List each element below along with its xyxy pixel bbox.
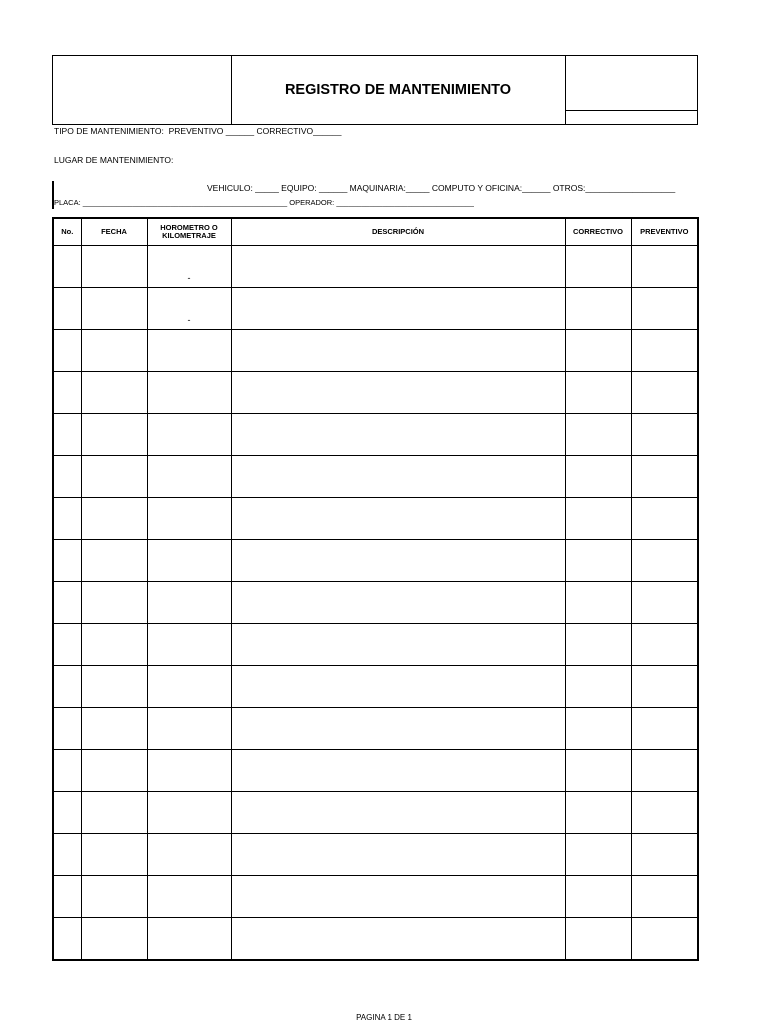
table-cell[interactable] [631, 834, 698, 876]
cell-value [82, 829, 147, 833]
table-cell[interactable] [81, 624, 147, 666]
cell-value [566, 787, 631, 791]
cell-value [82, 787, 147, 791]
cell-value [148, 535, 231, 539]
cell-value [232, 283, 565, 287]
cell-value [232, 913, 565, 917]
cell-value [632, 787, 698, 791]
table-cell[interactable] [565, 288, 631, 330]
cell-value [148, 871, 231, 875]
header-info-cell [566, 56, 697, 111]
cell-value: - [187, 315, 191, 325]
table-cell[interactable] [631, 876, 698, 918]
cell-value [632, 367, 698, 371]
table-cell[interactable] [231, 246, 565, 288]
table-row [53, 246, 698, 288]
cell-value [632, 871, 698, 875]
table-cell[interactable] [565, 414, 631, 456]
table-row [53, 456, 698, 498]
table-cell[interactable] [231, 498, 565, 540]
cell-value [232, 535, 565, 539]
table-cell[interactable] [147, 372, 231, 414]
cell-value [82, 325, 147, 329]
table-cell[interactable] [565, 876, 631, 918]
table-cell[interactable] [631, 666, 698, 708]
cell-value [566, 913, 631, 917]
cell-value [54, 451, 81, 455]
table-cell[interactable] [81, 330, 147, 372]
table-cell[interactable] [53, 540, 81, 582]
table-cell[interactable] [81, 372, 147, 414]
table-cell[interactable] [631, 582, 698, 624]
cell-value [148, 367, 231, 371]
table-cell[interactable] [147, 666, 231, 708]
cell-value [82, 283, 147, 287]
table-cell[interactable] [631, 288, 698, 330]
table-row [53, 498, 698, 540]
table-cell[interactable] [631, 918, 698, 961]
cell-value [232, 409, 565, 413]
cell-value [54, 367, 81, 371]
table-row [53, 540, 698, 582]
table-cell[interactable] [53, 666, 81, 708]
table-cell[interactable] [231, 288, 565, 330]
cell-value [54, 325, 81, 329]
cell-value [566, 451, 631, 455]
cell-value [82, 493, 147, 497]
col-header-no: No. [53, 218, 81, 246]
table-cell[interactable] [53, 330, 81, 372]
table-cell[interactable] [231, 456, 565, 498]
cell-value [54, 787, 81, 791]
table-row [53, 792, 698, 834]
table-cell[interactable] [147, 918, 231, 961]
cell-value [566, 493, 631, 497]
table-cell[interactable] [147, 750, 231, 792]
cell-value [232, 703, 565, 707]
cell-value [632, 955, 698, 959]
cell-value [632, 409, 698, 413]
table-cell[interactable] [147, 792, 231, 834]
table-row [53, 918, 698, 961]
table-cell[interactable] [81, 288, 147, 330]
cell-value [148, 619, 231, 623]
table-cell[interactable] [147, 582, 231, 624]
table-row [53, 750, 698, 792]
table-cell[interactable] [81, 834, 147, 876]
table-header-row [53, 218, 698, 246]
cell-value [148, 493, 231, 497]
cell-value [82, 703, 147, 707]
table-cell[interactable] [565, 330, 631, 372]
table-cell[interactable] [565, 246, 631, 288]
table-cell[interactable] [81, 414, 147, 456]
table-cell[interactable] [565, 792, 631, 834]
table-cell[interactable] [231, 372, 565, 414]
table-cell[interactable] [631, 792, 698, 834]
cell-value [54, 871, 81, 875]
cell-value [54, 661, 81, 665]
cell-value [232, 829, 565, 833]
table-cell[interactable] [147, 624, 231, 666]
table-cell[interactable] [565, 834, 631, 876]
cell-value [82, 451, 147, 455]
cell-value [54, 913, 81, 917]
cell-value [632, 661, 698, 665]
table-cell[interactable] [81, 456, 147, 498]
cell-value [148, 451, 231, 455]
maintenance-table [52, 217, 699, 961]
cell-value [632, 451, 698, 455]
form-header [52, 55, 698, 125]
cell-value [566, 955, 631, 959]
cell-value [148, 409, 231, 413]
cell-value [632, 829, 698, 833]
table-cell[interactable] [81, 792, 147, 834]
cell-value [566, 619, 631, 623]
table-cell[interactable] [565, 918, 631, 961]
cell-value [82, 619, 147, 623]
table-cell[interactable] [231, 414, 565, 456]
cell-value [566, 577, 631, 581]
cell-value [54, 409, 81, 413]
cell-value [148, 829, 231, 833]
table-cell[interactable] [147, 708, 231, 750]
cell-value [54, 577, 81, 581]
table-cell[interactable] [231, 624, 565, 666]
table-cell[interactable] [81, 708, 147, 750]
table-cell[interactable] [231, 876, 565, 918]
page-title: REGISTRO DE MANTENIMIENTO [231, 56, 566, 124]
table-cell[interactable] [565, 456, 631, 498]
table-cell[interactable] [147, 246, 231, 288]
header-info-cell-bottom [566, 111, 697, 124]
table-cell[interactable] [631, 456, 698, 498]
col-header-horometro: HOROMETRO O KILOMETRAJE [147, 218, 231, 246]
table-cell[interactable] [631, 624, 698, 666]
table-cell[interactable] [565, 750, 631, 792]
table-cell[interactable] [53, 498, 81, 540]
cell-value [82, 577, 147, 581]
table-cell[interactable] [53, 750, 81, 792]
table-cell[interactable] [231, 330, 565, 372]
cell-value [566, 325, 631, 329]
col-header-fecha: FECHA [81, 218, 147, 246]
cell-value [148, 577, 231, 581]
table-cell[interactable] [565, 582, 631, 624]
maintenance-place-line: LUGAR DE MANTENIMIENTO: [54, 155, 174, 165]
cell-value [148, 661, 231, 665]
table-cell[interactable] [231, 540, 565, 582]
cell-value [148, 745, 231, 749]
cell-value [54, 955, 81, 959]
table-cell[interactable] [147, 876, 231, 918]
logo-cell [53, 56, 232, 124]
table-row [53, 708, 698, 750]
table-cell[interactable] [631, 540, 698, 582]
table-cell[interactable] [231, 582, 565, 624]
cell-value [232, 451, 565, 455]
equipment-type-line: VEHICULO: _____ EQUIPO: ______ MAQUINARIA:_____ COMPUTO Y OFICINA:______ OTROS:___________________ [207, 183, 676, 193]
cell-value [566, 535, 631, 539]
col-header-correctivo: CORRECTIVO [565, 218, 631, 246]
table-cell[interactable] [631, 330, 698, 372]
table-row [53, 876, 698, 918]
cell-value [632, 325, 698, 329]
table-row [53, 624, 698, 666]
table-cell[interactable] [631, 750, 698, 792]
table-cell[interactable] [231, 792, 565, 834]
table-row [53, 582, 698, 624]
table-cell[interactable] [231, 666, 565, 708]
table-cell[interactable] [565, 498, 631, 540]
table-cell[interactable] [631, 414, 698, 456]
table-cell[interactable] [53, 792, 81, 834]
table-cell[interactable] [631, 246, 698, 288]
cell-value [632, 493, 698, 497]
table-cell[interactable] [53, 582, 81, 624]
table-cell[interactable] [81, 540, 147, 582]
cell-value [566, 871, 631, 875]
cell-value [232, 577, 565, 581]
cell-value [54, 703, 81, 707]
cell-value [566, 409, 631, 413]
cell-value [82, 913, 147, 917]
table-cell[interactable] [81, 582, 147, 624]
table-row [53, 372, 698, 414]
cell-value [82, 409, 147, 413]
cell-value [54, 493, 81, 497]
cell-value [82, 367, 147, 371]
table-cell[interactable] [631, 372, 698, 414]
cell-value [232, 325, 565, 329]
page-number: PAGINA 1 DE 1 [356, 1013, 412, 1022]
table-cell[interactable] [231, 708, 565, 750]
cell-value [566, 829, 631, 833]
table-cell[interactable] [565, 624, 631, 666]
table-cell[interactable] [147, 834, 231, 876]
table-cell[interactable] [53, 456, 81, 498]
table-cell[interactable] [81, 750, 147, 792]
cell-value: - [187, 273, 191, 283]
maintenance-type-line: TIPO DE MANTENIMIENTO: PREVENTIVO ______ CORRECTIVO______ [54, 126, 342, 136]
cell-value [632, 535, 698, 539]
plate-operator-line: PLACA: _________________________________________________ OPERADOR: _________________________________ [54, 198, 474, 207]
cell-value [82, 535, 147, 539]
table-cell[interactable] [81, 666, 147, 708]
cell-value [54, 619, 81, 623]
table-cell[interactable] [81, 876, 147, 918]
table-cell[interactable] [147, 330, 231, 372]
cell-value [566, 283, 631, 287]
table-cell[interactable] [147, 414, 231, 456]
table-cell[interactable] [565, 708, 631, 750]
table-cell[interactable] [81, 918, 147, 961]
table-cell[interactable] [53, 708, 81, 750]
cell-value [232, 367, 565, 371]
col-header-descripcion: DESCRIPCIÓN [231, 218, 565, 246]
cell-value [566, 661, 631, 665]
table-row [53, 666, 698, 708]
table-cell[interactable] [53, 414, 81, 456]
table-cell[interactable] [53, 288, 81, 330]
table-cell[interactable] [231, 834, 565, 876]
cell-value [82, 745, 147, 749]
cell-value [148, 955, 231, 959]
cell-value [82, 871, 147, 875]
table-row [53, 414, 698, 456]
cell-value [148, 787, 231, 791]
cell-value [148, 913, 231, 917]
cell-value [632, 577, 698, 581]
table-cell[interactable] [53, 876, 81, 918]
cell-value [632, 703, 698, 707]
cell-value [232, 745, 565, 749]
cell-value [566, 745, 631, 749]
cell-value [232, 661, 565, 665]
cell-value [148, 703, 231, 707]
cell-value [632, 745, 698, 749]
table-cell[interactable] [53, 918, 81, 961]
cell-value [232, 493, 565, 497]
cell-value [232, 955, 565, 959]
cell-value [232, 871, 565, 875]
table-cell[interactable] [565, 666, 631, 708]
table-cell[interactable] [231, 918, 565, 961]
table-cell[interactable] [231, 750, 565, 792]
table-cell[interactable] [53, 624, 81, 666]
cell-value [566, 367, 631, 371]
cell-value [566, 703, 631, 707]
cell-value [54, 535, 81, 539]
table-cell[interactable] [53, 246, 81, 288]
cell-value [54, 829, 81, 833]
cell-value [82, 955, 147, 959]
cell-value [232, 787, 565, 791]
table-cell[interactable] [81, 498, 147, 540]
cell-value [232, 619, 565, 623]
table-cell[interactable] [53, 372, 81, 414]
table-cell[interactable] [53, 834, 81, 876]
table-cell[interactable] [565, 540, 631, 582]
table-cell[interactable] [147, 456, 231, 498]
table-cell[interactable] [565, 372, 631, 414]
cell-value [54, 283, 81, 287]
table-row [53, 330, 698, 372]
table-cell[interactable] [81, 246, 147, 288]
table-cell[interactable] [631, 708, 698, 750]
cell-value [54, 745, 81, 749]
cell-value [82, 661, 147, 665]
cell-value [632, 619, 698, 623]
cell-value [632, 913, 698, 917]
table-cell[interactable] [147, 498, 231, 540]
table-row [53, 834, 698, 876]
table-cell[interactable] [147, 288, 231, 330]
table-cell[interactable] [631, 498, 698, 540]
cell-value [632, 283, 698, 287]
table-cell[interactable] [147, 540, 231, 582]
col-header-preventivo: PREVENTIVO [631, 218, 698, 246]
table-row [53, 288, 698, 330]
